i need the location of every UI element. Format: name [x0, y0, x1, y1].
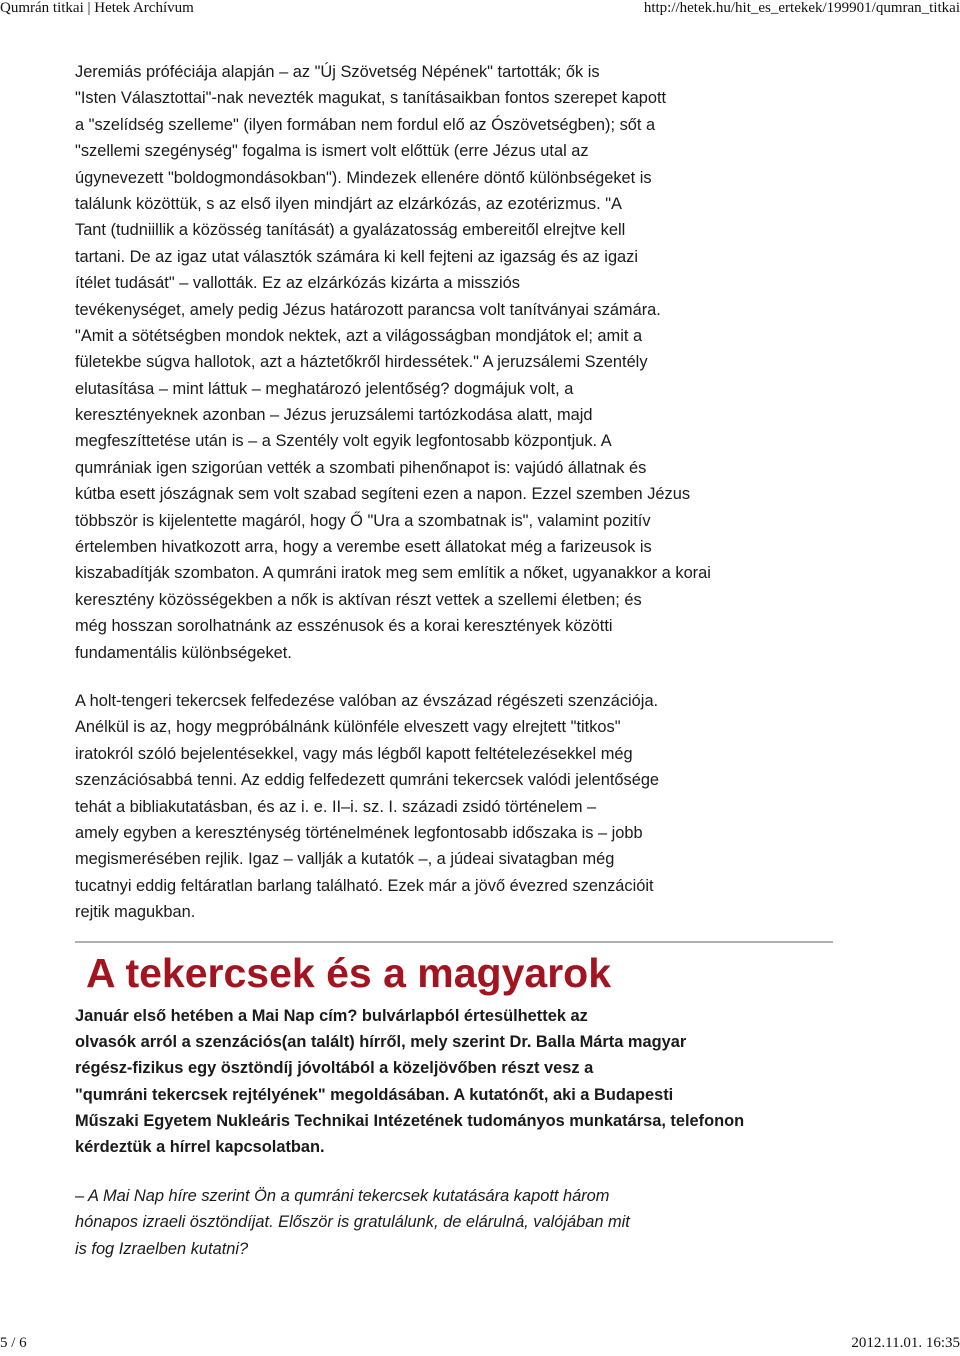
text-line: Jeremiás próféciája alapján – az "Új Szövetség Népének" tartották; ők is [75, 63, 600, 81]
section-heading: A tekercsek és a magyarok [86, 949, 611, 996]
text-line: fundamentális különbségeket. [75, 643, 292, 662]
text-line: tartani. De az igaz utat választók számára ki kell fejteni az igazság és az igazi [75, 247, 639, 266]
section-divider [75, 941, 833, 943]
text-line: még hosszan sorolhatnánk az esszénusok és a korai keresztények közötti [75, 617, 613, 636]
article-paragraph-1 [75, 59, 835, 666]
article-paragraph-2 [75, 688, 835, 926]
text-line: megismerésében rejlik. Igaz – vallják a kutatók –, a júdeai sivatagban még [75, 850, 615, 869]
text-line: Anélkül is az, hogy megpróbálnánk különféle elveszett vagy elrejtett "titkos" [75, 718, 621, 737]
print-datetime: 2012.11.01. 16:35 [851, 1335, 960, 1351]
text-line: Tant (tudniillik a közösség tanítását) a gyalázatosság embereitől elrejtve kell [75, 221, 626, 240]
text-line: A holt-tengeri tekercsek felfedezése valóban az évszázad régészeti szenzációja. [75, 691, 659, 710]
paragraph-gap [75, 1161, 835, 1183]
text-line: Január első hetében a Mai Nap cím? bulvárlapból értesülhettek az [75, 1006, 588, 1025]
text-line: iratokról szóló bejelentésekkel, vagy más légből kapott feltételezésekkel még [75, 744, 633, 763]
text-line: olvasók arról a szenzációs(an talált) hírről, mely szerint Dr. Balla Márta magyar [75, 1032, 687, 1051]
text-line: tehát a bibliakutatásban, és az i. e. II–i. sz. I. századi zsidó történelem – [75, 797, 597, 816]
text-line: kérdeztük a hírrel kapcsolatban. [75, 1138, 325, 1157]
text-line: találunk közöttük, s az első ilyen mindjárt az elzárkózás, az ezotérizmus. "A [75, 194, 622, 213]
article-content [75, 59, 835, 1262]
text-line: "Amit a sötétségben mondok nektek, azt a világosságban mondjátok el; amit a [75, 326, 643, 345]
text-line: megfeszíttetése után is – a Szentély volt egyik legfontosabb központjuk. A [75, 432, 612, 451]
lead-paragraph [75, 1003, 835, 1161]
text-line: kútba esett jószágnak sem volt szabad segíteni ezen a napon. Ezzel szemben Jézus [75, 485, 691, 504]
text-line: Műszaki Egyetem Nukleáris Technikai Intézetének tudományos munkatársa, telefonon [75, 1112, 745, 1131]
text-line: ítélet tudását" – vallották. Ez az elzárkózás kizárta a missziós [75, 274, 520, 293]
page-url: http://hetek.hu/hit_es_ertekek/199901/qumran_titkai [643, 0, 960, 16]
text-line: – A Mai Nap híre szerint Ön a qumráni tekercsek kutatására kapott három [75, 1186, 610, 1205]
text-line: úgynevezett "boldogmondásokban"). Mindezek ellenére döntő különbségeket is [75, 168, 652, 187]
text-line: amely egyben a kereszténység történelmének legfontosabb időszaka is – jobb [75, 823, 643, 842]
text-line: fületekbe súgva hallotok, azt a háztetőkről hirdessétek." A jeruzsálemi Szentély [75, 353, 648, 372]
text-line: keresztény közösségekben a nők is aktívan részt vettek a szellemi életben; és [75, 590, 642, 609]
text-line: is fog Izraelben kutatni? [75, 1239, 249, 1258]
text-line: rejtik magukban. [75, 903, 196, 922]
page-number: 5 / 6 [0, 1335, 27, 1351]
interview-question [75, 1183, 835, 1262]
paragraph-gap [75, 666, 835, 688]
print-header [0, 0, 960, 20]
text-line: régész-fizikus egy ösztöndíj jóvoltából a közeljövőben részt vesz a [75, 1059, 594, 1078]
text-line: elutasítása – mint láttuk – meghatározó jelentőség? dogmájuk volt, a [75, 379, 574, 398]
text-line: hónapos izraeli ösztöndíjat. Először is gratulálunk, de elárulná, valójában mit [75, 1213, 630, 1232]
text-line: szenzációsabbá tenni. Az eddig felfedezett qumráni tekercsek valódi jelentősége [75, 771, 660, 790]
print-footer [0, 1335, 960, 1355]
text-line: tevékenységet, amely pedig Jézus határozott parancsa volt tanítványai számára. [75, 300, 661, 319]
text-line: "szellemi szegénység" fogalma is ismert volt előttük (erre Jézus utal az [75, 142, 589, 161]
page-title: Qumrán titkai | Hetek Archívum [0, 0, 194, 16]
text-line: kiszabadítják szombaton. A qumráni iratok meg sem említik a nőket, ugyanakkor a korai [75, 564, 711, 583]
text-line: a "szelídség szelleme" (ilyen formában nem fordul elő az Ószövetségben); sőt a [75, 115, 656, 134]
text-line: keresztényeknek azonban – Jézus jeruzsálemi tartózkodása alatt, majd [75, 406, 593, 425]
text-line: értelemben hivatkozott arra, hogy a verembe esett állatokat még a farizeusok is [75, 538, 652, 557]
text-line: qumrániak igen szigorúan vették a szombati pihenőnapot is: vajúdó állatnak és [75, 458, 647, 477]
text-line: "Isten Választottai"-nak nevezték magukat, s tanításaikban fontos szerepet kapott [75, 89, 667, 108]
text-line: "qumráni tekercsek rejtélyének" megoldásában. A kutatónőt, aki a Budapesti [75, 1085, 674, 1104]
text-line: tucatnyi eddig feltáratlan barlang található. Ezek már a jövő évezred szenzációit [75, 876, 654, 895]
text-line: többször is kijelentette magáról, hogy Ő "Ura a szombatnak is", valamint pozitív [75, 511, 651, 530]
